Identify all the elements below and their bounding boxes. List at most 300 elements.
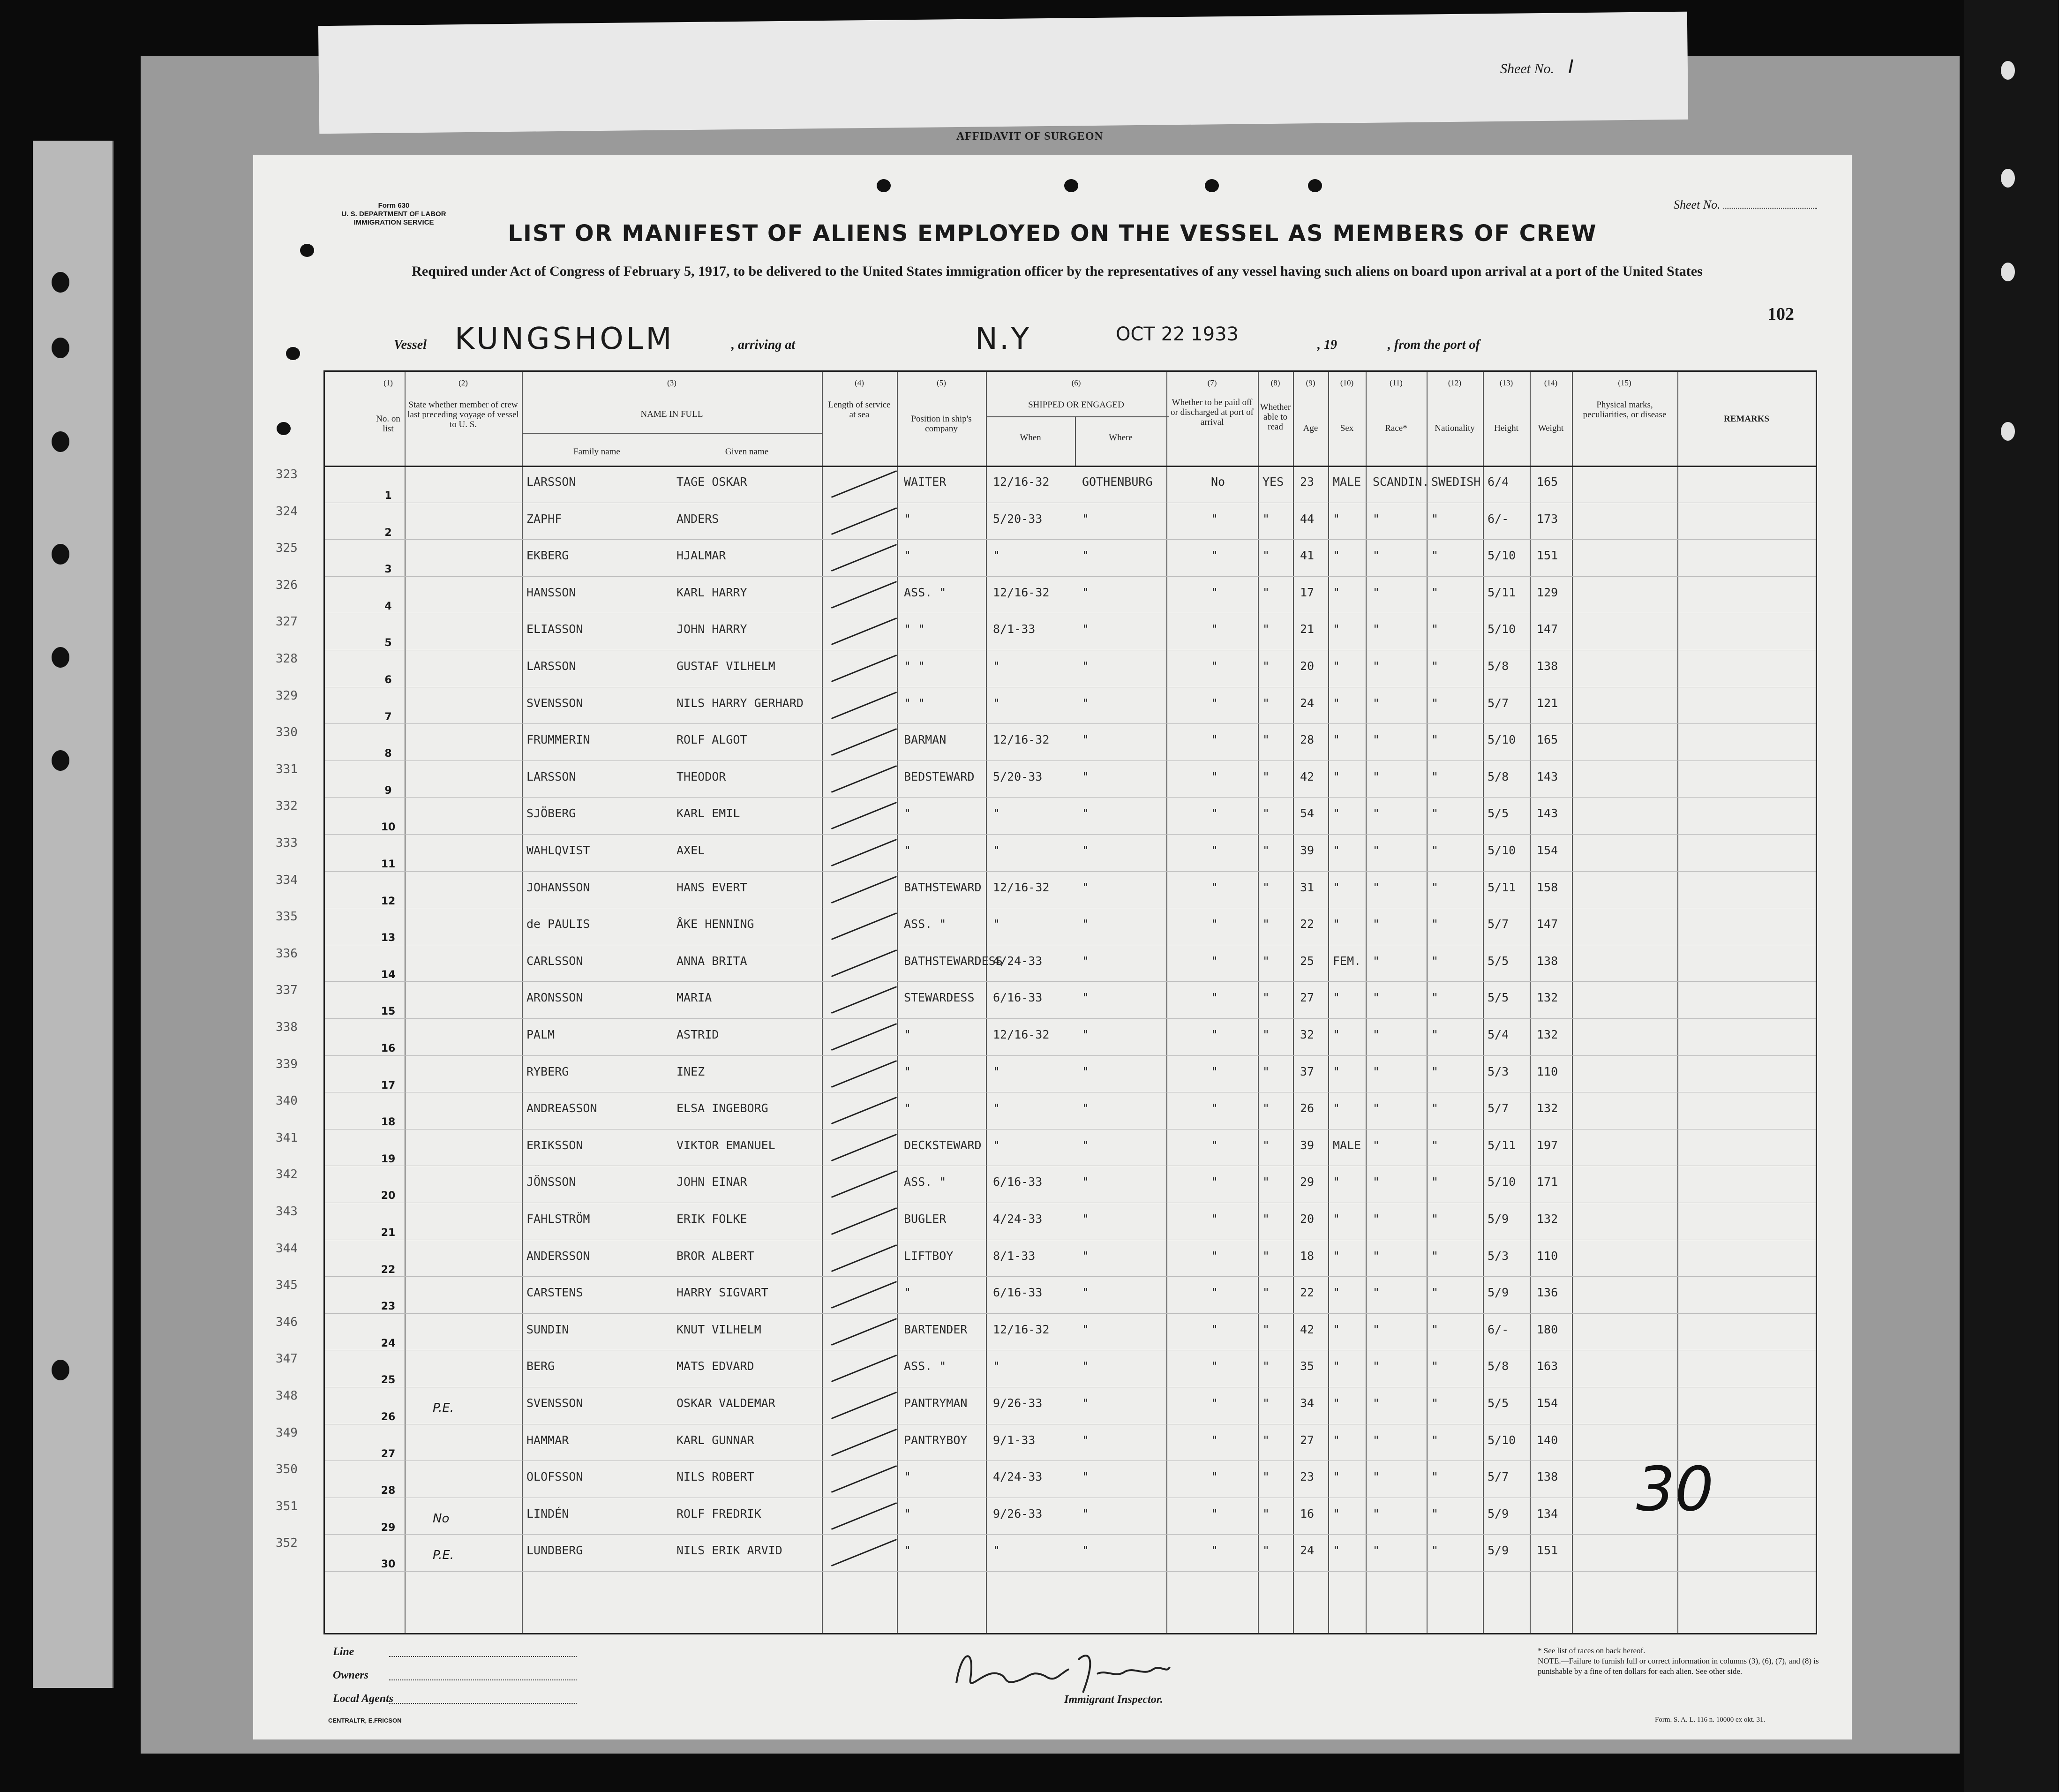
cell-given: ERIK FOLKE (676, 1212, 747, 1226)
cell-family: HANSSON (526, 585, 576, 599)
affidavit-sheet (318, 12, 1688, 134)
cell-when: 4/24-33 (993, 1470, 1043, 1484)
cell-height: 6/4 (1488, 475, 1509, 489)
margin-line-number: 326 (276, 578, 298, 592)
cell-paid: " (1211, 1470, 1218, 1484)
cell-race: SCANDIN. (1373, 475, 1429, 489)
cell-position: LIFTBOY (904, 1249, 954, 1263)
col-header-remarks: REMARKS (1723, 414, 1770, 424)
cell-weight: 129 (1537, 585, 1558, 599)
cell-paid: " (1211, 1028, 1218, 1041)
table-row (325, 1276, 1816, 1277)
film-hole (2001, 263, 2015, 281)
table-row (325, 797, 1816, 798)
affidavit-heading: AFFIDAVIT OF SURGEON (956, 130, 1103, 143)
list-number: 19 (381, 1153, 396, 1165)
cell-where: " (1082, 843, 1090, 857)
cell-race: " (1373, 1064, 1380, 1078)
cell-nat: " (1431, 1359, 1439, 1373)
cell-age: 27 (1300, 1433, 1315, 1447)
cell-age: 29 (1300, 1175, 1315, 1189)
table-row (325, 1055, 1816, 1056)
cell-sex: " (1333, 1506, 1340, 1521)
cell-sex: " (1333, 843, 1340, 857)
cell-when: " (993, 917, 1000, 931)
race-note: * See list of races on back hereof. (1538, 1646, 1646, 1655)
service-length-mark (831, 507, 897, 535)
cell-given: ROLF ALGOT (676, 733, 747, 747)
cell-read: " (1262, 954, 1270, 968)
col-header-length-of-service: Length of service at sea (828, 400, 891, 420)
service-length-mark (831, 1465, 897, 1493)
margin-line-number: 338 (276, 1020, 298, 1034)
cell-when: 12/16-32 (993, 585, 1050, 599)
cell-family: ERIKSSON (526, 1138, 583, 1152)
page-title: LIST OR MANIFEST OF ALIENS EMPLOYED ON THE VESSEL AS MEMBERS OF CREW (508, 220, 1597, 247)
cell-age: 28 (1300, 733, 1315, 747)
list-number: 11 (381, 858, 396, 870)
margin-line-number: 341 (276, 1130, 298, 1145)
cell-position: " (904, 1286, 911, 1300)
cell-family: FAHLSTRÖM (526, 1212, 590, 1226)
cell-nat: " (1431, 1064, 1439, 1078)
cell-given: NILS ROBERT (676, 1470, 754, 1484)
cell-nat: " (1431, 696, 1439, 710)
cell-age: 31 (1300, 880, 1315, 894)
cell-where: " (1082, 659, 1090, 673)
vessel-line (394, 322, 1706, 356)
cell-when: " (993, 659, 1000, 673)
service-length-mark (831, 1134, 897, 1161)
penalty-note: NOTE.—Failure to furnish full or correct information in columns (3), (6), (7), and (8) is punishable by a fine of ten dollars for each alien. See other side. (1538, 1656, 1819, 1676)
cell-height: 5/7 (1488, 1101, 1509, 1115)
cell-nat: " (1431, 622, 1439, 636)
cell-where: " (1082, 1212, 1090, 1226)
cell-nat: " (1431, 880, 1439, 894)
cell-read: " (1262, 512, 1270, 526)
cell-where: " (1082, 1544, 1090, 1558)
cell-nat: " (1431, 733, 1439, 747)
cell-family: LARSSON (526, 659, 576, 673)
cell-age: 37 (1300, 1064, 1315, 1078)
service-length-mark (831, 655, 897, 682)
cell-family: BERG (526, 1359, 555, 1373)
cell-height: 5/3 (1488, 1064, 1509, 1078)
cell-given: INEZ (676, 1064, 705, 1078)
cell-sex: " (1333, 917, 1340, 931)
cell-sex: " (1333, 1028, 1340, 1041)
cell-weight: 143 (1537, 806, 1558, 821)
margin-line-number: 325 (276, 541, 298, 556)
table-row (325, 1313, 1816, 1314)
cell-paid: " (1211, 622, 1218, 636)
cell-position: BUGLER (904, 1212, 947, 1226)
binding-hole (52, 1360, 69, 1380)
cell-where: " (1082, 585, 1090, 599)
crew-table (276, 370, 1817, 1634)
cell-paid: " (1211, 954, 1218, 968)
cell-paid: " (1211, 1544, 1218, 1558)
cell-when: 8/1-33 (993, 1249, 1036, 1263)
cell-when: 9/1-33 (993, 1433, 1036, 1447)
cell-height: 5/5 (1488, 1396, 1509, 1410)
service-length-mark (831, 1429, 897, 1456)
service-length-mark (831, 1355, 897, 1382)
margin-line-number: 337 (276, 983, 298, 998)
cell-read: " (1262, 1322, 1270, 1336)
cell-position: WAITER (904, 475, 947, 489)
cell-race: " (1373, 1138, 1380, 1152)
margin-line-number: 331 (276, 762, 298, 776)
cell-when: " (993, 806, 1000, 821)
cell-sex: " (1333, 1212, 1340, 1226)
cell-position: BATHSTEWARD (904, 880, 982, 894)
cell-position: ASS. " (904, 585, 947, 599)
punch-hole (286, 347, 300, 360)
cell-when: 12/16-32 (993, 880, 1050, 894)
cell-race: " (1373, 1433, 1380, 1447)
cell-position: " (904, 1028, 911, 1041)
cell-given: ELSA INGEBORG (676, 1101, 768, 1115)
cell-position: PANTRYBOY (904, 1433, 968, 1447)
cell-read: " (1262, 1470, 1270, 1484)
cell-race: " (1373, 1359, 1380, 1373)
col-header-race: Race* (1385, 423, 1407, 433)
cell-family: FRUMMERIN (526, 733, 590, 747)
cell-position: " (904, 1064, 911, 1078)
cell-where: " (1082, 1175, 1090, 1189)
list-number: 9 (384, 784, 392, 797)
binding-hole (52, 750, 69, 771)
col-9-number: (9) (1306, 378, 1315, 387)
cell-where: " (1082, 917, 1090, 931)
cell-family: CARSTENS (526, 1286, 583, 1300)
cell-family: WAHLQVIST (526, 843, 590, 857)
cell-read: " (1262, 1175, 1270, 1189)
cell-position: BARTENDER (904, 1322, 968, 1336)
cell-paid: " (1211, 991, 1218, 1005)
col-8-number: (8) (1270, 378, 1280, 387)
cell-family: SVENSSON (526, 696, 583, 710)
cell-paid: " (1211, 1101, 1218, 1115)
cell-age: 39 (1300, 1138, 1315, 1152)
table-row (325, 1534, 1816, 1535)
page-subtitle: Required under Act of Congress of February 5, 1917, to be delivered to the United States immigration officer by the representatives of any vessel having such aliens on board upon arrival at a port of the United States (412, 264, 1703, 279)
cell-read: " (1262, 659, 1270, 673)
cell-given: THEODOR (676, 769, 726, 783)
margin-line-number: 328 (276, 652, 298, 666)
cell-when: 12/16-32 (993, 475, 1050, 489)
cell-when: 4/24-33 (993, 954, 1043, 968)
cell-given: MATS EDVARD (676, 1359, 754, 1373)
cell-height: 5/5 (1488, 954, 1509, 968)
cell-family: LARSSON (526, 475, 576, 489)
list-number: 16 (381, 1043, 396, 1054)
service-length-mark (831, 839, 897, 866)
col-header-when: When (1020, 433, 1041, 443)
col-3-number: (3) (667, 378, 676, 387)
cell-nat: SWEDISH (1431, 475, 1481, 489)
punch-hole (877, 179, 891, 192)
cell-read: " (1262, 1028, 1270, 1041)
cell-nat: " (1431, 1249, 1439, 1263)
line-field (389, 1656, 577, 1657)
cell-given: ANDERS (676, 512, 719, 526)
owners-label: Owners (333, 1669, 369, 1681)
cell-where: " (1082, 1506, 1090, 1521)
cell-where: " (1082, 880, 1090, 894)
cell-age: 54 (1300, 806, 1315, 821)
cell-height: 5/7 (1488, 696, 1509, 710)
cell-nat: " (1431, 1544, 1439, 1558)
cell-height: 5/10 (1488, 1433, 1516, 1447)
cell-when: 5/20-33 (993, 512, 1043, 526)
cell-height: 5/8 (1488, 1359, 1509, 1373)
service-length-mark (831, 692, 897, 719)
cell-read: " (1262, 806, 1270, 821)
cell-race: " (1373, 1506, 1380, 1521)
cell-position: BARMAN (904, 733, 947, 747)
cell-paid: " (1211, 1433, 1218, 1447)
cell-read: " (1262, 1101, 1270, 1115)
margin-line-number: 336 (276, 946, 298, 961)
table-row (325, 723, 1816, 724)
cell-sex: " (1333, 991, 1340, 1005)
list-number: 15 (381, 1006, 396, 1018)
cell-height: 5/9 (1488, 1286, 1509, 1300)
col-header-sex: Sex (1340, 423, 1354, 433)
cell-read: " (1262, 917, 1270, 931)
cell-race: " (1373, 1544, 1380, 1558)
cell-given: KARL EMIL (676, 806, 740, 821)
cell-position: " " (904, 696, 925, 710)
cell-nat: " (1431, 1470, 1439, 1484)
cell-race: " (1373, 1396, 1380, 1410)
service-length-mark (831, 802, 897, 829)
cell-position: BEDSTEWARD (904, 769, 975, 783)
cell-race: " (1373, 512, 1380, 526)
cell-position: ASS. " (904, 1175, 947, 1189)
cell-age: 21 (1300, 622, 1315, 636)
cell-paid: " (1211, 1064, 1218, 1078)
cell-height: 5/5 (1488, 991, 1509, 1005)
cell-sex: " (1333, 659, 1340, 673)
col-header-position: Position in ship's company (911, 414, 972, 434)
cell-weight: 165 (1537, 733, 1558, 747)
cell-read: " (1262, 1064, 1270, 1078)
cell-weight: 110 (1537, 1064, 1558, 1078)
cell-sex: " (1333, 512, 1340, 526)
binding-hole (52, 647, 69, 668)
cell-sex: " (1333, 1470, 1340, 1484)
service-length-mark (831, 949, 897, 977)
col-header-age: Age (1303, 423, 1318, 433)
binding-hole (52, 544, 69, 565)
vessel-name: KUNGSHOLM (455, 322, 675, 356)
cell-where: " (1082, 1433, 1090, 1447)
cell-family: LINDÉN (526, 1506, 569, 1521)
margin-line-number: 327 (276, 615, 298, 629)
cell-where: " (1082, 696, 1090, 710)
cell-height: 5/3 (1488, 1249, 1509, 1263)
cell-sex: " (1333, 806, 1340, 821)
col-header-physical-marks: Physical marks, peculiarities, or disease (1583, 400, 1667, 420)
col-13-number: (13) (1499, 378, 1513, 387)
service-length-mark (831, 1244, 897, 1272)
cell-weight: 171 (1537, 1175, 1558, 1189)
cell-given: NILS ERIK ARVID (676, 1544, 782, 1558)
cell-sex: " (1333, 1286, 1340, 1300)
cell-weight: 151 (1537, 1544, 1558, 1558)
cell-position: " (904, 806, 911, 821)
cell-race: " (1373, 843, 1380, 857)
col-header-able-to-read: Whether able to read (1260, 402, 1291, 432)
cell-height: 5/10 (1488, 622, 1516, 636)
cell-when: 8/1-33 (993, 622, 1036, 636)
col-header-previous-voyage: State whether member of crew last preceding voyage of vessel to U. S. (407, 400, 519, 429)
cell-family: LARSSON (526, 769, 576, 783)
list-number: 21 (381, 1227, 396, 1239)
service: IMMIGRATION SERVICE (353, 218, 434, 226)
cell-given: OSKAR VALDEMAR (676, 1396, 775, 1410)
margin-line-number: 333 (276, 836, 298, 850)
cell-where: " (1082, 1249, 1090, 1263)
cell-height: 5/9 (1488, 1212, 1509, 1226)
cell-nat: " (1431, 1212, 1439, 1226)
punch-hole (1205, 179, 1219, 192)
list-number: 12 (381, 895, 396, 907)
service-length-mark (831, 876, 897, 904)
owners-field (389, 1679, 577, 1680)
cell-race: " (1373, 1249, 1380, 1263)
cell-height: 5/9 (1488, 1506, 1509, 1521)
service-length-mark (831, 1170, 897, 1198)
col-2-number: (2) (458, 378, 468, 387)
cell-given: KARL GUNNAR (676, 1433, 754, 1447)
footer-note (1538, 1646, 1819, 1677)
list-number: 6 (384, 674, 392, 686)
cell-weight: 132 (1537, 1212, 1558, 1226)
cell-nat: " (1431, 1506, 1439, 1521)
cell-where: " (1082, 1138, 1090, 1152)
margin-line-number: 339 (276, 1057, 298, 1071)
col-header-name-in-full: NAME IN FULL (640, 409, 703, 419)
cell-when: 9/26-33 (993, 1396, 1043, 1410)
binding-strip (33, 141, 114, 1688)
cell-family: JOHANSSON (526, 880, 590, 894)
col-7-number: (7) (1207, 378, 1217, 387)
cell-position: " (904, 1544, 911, 1558)
cell-age: 42 (1300, 1322, 1315, 1336)
cell-race: " (1373, 806, 1380, 821)
cell-age: 34 (1300, 1396, 1315, 1410)
arrival-date-stamp: OCT 22 1933 (1116, 324, 1239, 345)
cell-weight: 138 (1537, 954, 1558, 968)
cell-given: HJALMAR (676, 549, 726, 563)
cell-age: 22 (1300, 917, 1315, 931)
cell-nat: " (1431, 843, 1439, 857)
list-number: 23 (381, 1301, 396, 1313)
cell-sex: " (1333, 1359, 1340, 1373)
cell-read: " (1262, 1212, 1270, 1226)
cell-age: 35 (1300, 1359, 1315, 1373)
list-number: 25 (381, 1374, 396, 1386)
cell-nat: " (1431, 1175, 1439, 1189)
list-number: 27 (381, 1448, 396, 1460)
cell-sex: " (1333, 1175, 1340, 1189)
cell-weight: 138 (1537, 659, 1558, 673)
cell-sex: " (1333, 1064, 1340, 1078)
cell-nat: " (1431, 1322, 1439, 1336)
col-header-shipped-or-engaged: SHIPPED OR ENGAGED (1028, 400, 1124, 410)
list-number: 24 (381, 1337, 396, 1349)
cell-age: 18 (1300, 1249, 1315, 1263)
cell-weight: 132 (1537, 1101, 1558, 1115)
cell-age: 23 (1300, 475, 1315, 489)
margin-line-number: 323 (276, 467, 298, 482)
form-footer (323, 1636, 1819, 1730)
cell-when: 9/26-33 (993, 1506, 1043, 1521)
list-number: 26 (381, 1411, 396, 1423)
cell-paid: " (1211, 1506, 1218, 1521)
cell-age: 17 (1300, 585, 1315, 599)
cell-paid: " (1211, 843, 1218, 857)
cell-when: 12/16-32 (993, 1028, 1050, 1041)
cell-nat: " (1431, 991, 1439, 1005)
cell-family: OLOFSSON (526, 1470, 583, 1484)
cell-when: 5/20-33 (993, 769, 1043, 783)
margin-line-number: 347 (276, 1352, 298, 1366)
cell-paid: No (1211, 475, 1225, 489)
margin-line-number: 346 (276, 1315, 298, 1329)
cell-paid: " (1211, 1359, 1218, 1373)
cell-read: YES (1262, 475, 1284, 489)
margin-line-number: 329 (276, 688, 298, 703)
cell-height: 5/11 (1488, 880, 1516, 894)
cell-read: " (1262, 1433, 1270, 1447)
table-row (325, 1571, 1816, 1572)
cell-weight: 140 (1537, 1433, 1558, 1447)
cell-family: SVENSSON (526, 1396, 583, 1410)
table-row (325, 981, 1816, 982)
cell-family: HAMMAR (526, 1433, 569, 1447)
cell-nat: " (1431, 1138, 1439, 1152)
cell-when: 6/16-33 (993, 991, 1043, 1005)
margin-line-number: 330 (276, 725, 298, 740)
cell-weight: 147 (1537, 622, 1558, 636)
cell-paid: " (1211, 1286, 1218, 1300)
cell-age: 23 (1300, 1470, 1315, 1484)
cell-paid: " (1211, 880, 1218, 894)
cell-nat: " (1431, 806, 1439, 821)
cell-family: ZAPHF (526, 512, 562, 526)
list-number: 17 (381, 1079, 396, 1092)
cell-height: 5/11 (1488, 1138, 1516, 1152)
cell-position: " (904, 549, 911, 563)
cell-position: ASS. " (904, 1359, 947, 1373)
cell-race: " (1373, 1470, 1380, 1484)
cell-height: 5/10 (1488, 733, 1516, 747)
cell-nat: " (1431, 1286, 1439, 1300)
cell-age: 27 (1300, 991, 1315, 1005)
service-length-mark (831, 1502, 897, 1530)
cell-when: 6/16-33 (993, 1286, 1043, 1300)
cell-age: 25 (1300, 954, 1315, 968)
cell-race: " (1373, 1028, 1380, 1041)
cell-paid: " (1211, 1396, 1218, 1410)
margin-line-number: 349 (276, 1425, 298, 1440)
cell-read: " (1262, 733, 1270, 747)
